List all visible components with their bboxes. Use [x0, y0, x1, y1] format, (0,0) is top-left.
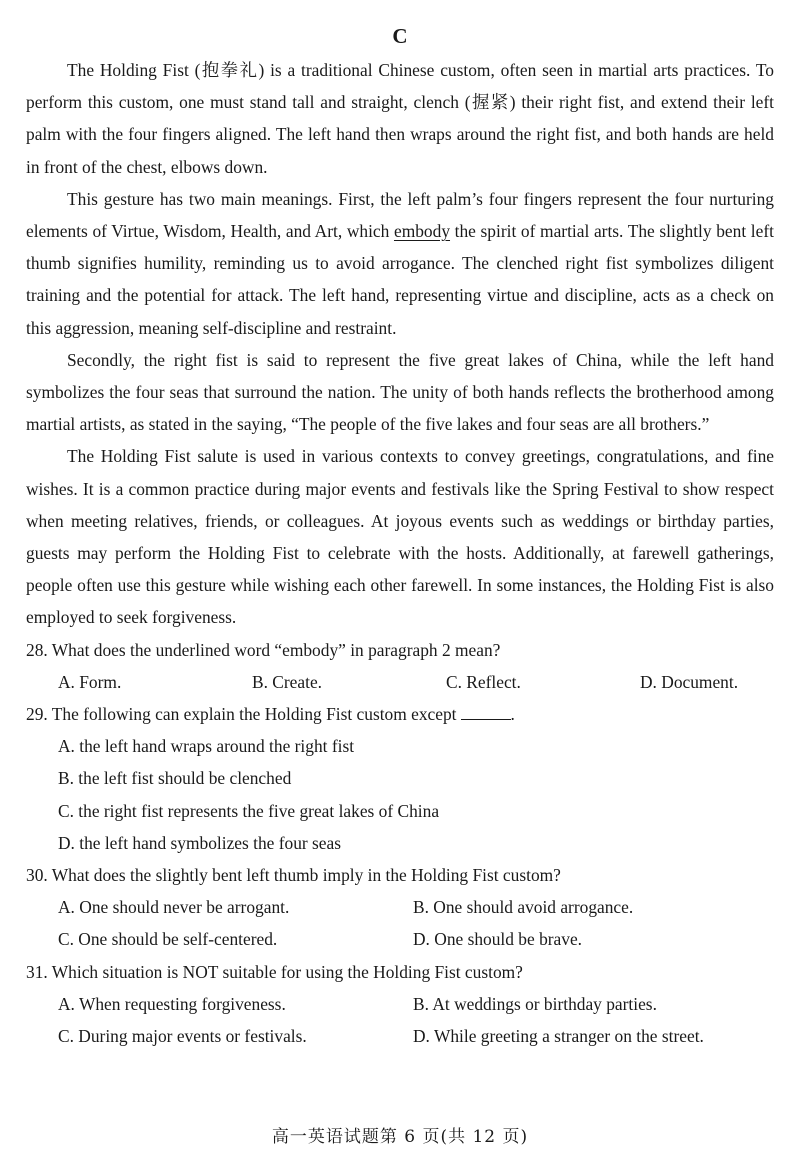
options-row	[26, 666, 774, 698]
option-d: D. the left hand symbolizes the four seas	[58, 832, 342, 853]
options-row	[26, 1020, 774, 1052]
question-30	[26, 859, 774, 956]
option-b: B. One should avoid arrogance.	[413, 897, 634, 918]
option-a: A. When requesting forgiveness.	[58, 993, 286, 1014]
paragraph-4: The Holding Fist salute is used in various contexts to convey greetings, congratulations, and fine wishes. It is a common practice during major events and festivals like the Spring Festival to show respect when meeting relatives, friends, or colleagues. At joyous events such as weddings or birthday parties, guests may perform the Holding Fist to celebrate with the hosts. Additionally, at farewell gatherings, people often use this gesture while wishing each other farewell. In some instances, the Holding Fist is also employed to seek forgiveness.	[26, 446, 774, 628]
question-stem: 30. What does the slightly bent left thumb imply in the Holding Fist custom?	[26, 865, 561, 886]
paragraph-1: The Holding Fist (抱拳礼) is a traditional Chinese custom, often seen in martial arts practices. To perform this custom, one must stand tall and straight, clench (握紧) their right fist, and extend their left palm with the four fingers aligned. The left hand then wraps around the right fist, and both hands are held in front of the chest, elbows down.	[26, 60, 774, 177]
option-a: A. Form.	[58, 671, 122, 692]
options-row	[26, 923, 774, 955]
reading-passage	[26, 54, 774, 634]
option-c: C. One should be self-centered.	[58, 929, 278, 950]
question-stem: 31. Which situation is NOT suitable for using the Holding Fist custom?	[26, 961, 523, 982]
paragraph-2-text-before: This gesture has two main meanings. First, the left palm’s four fingers represent the four nurturing elements of Virtue, Wisdom, Health, and Art, which	[26, 188, 774, 242]
paragraph-2-text-after: the spirit of martial arts. The slightly bent left thumb signifies humility, reminding us to avoid arrogance. The clenched right fist symbolizes diligent training and the potential for attack. The left hand, representing virtue and discipline, acts as a check on this aggression, meaning self-discipline and restraint.	[26, 221, 774, 338]
question-29	[26, 698, 774, 859]
page-footer: 高一英语试题第 6 页(共 12 页)	[271, 1127, 529, 1147]
option-d: D. While greeting a stranger on the street.	[413, 1026, 704, 1047]
option-c: C. During major events or festivals.	[58, 1026, 307, 1047]
option-b: B. the left fist should be clenched	[58, 768, 292, 789]
option-b: B. At weddings or birthday parties.	[413, 993, 657, 1014]
option-d: D. One should be brave.	[413, 929, 583, 950]
option-c: C. the right fist represents the five great lakes of China	[58, 800, 440, 821]
option-b: B. Create.	[252, 671, 323, 692]
question-stem-end: .	[510, 704, 515, 725]
option-c: C. Reflect.	[446, 671, 521, 692]
option-a: A. the left hand wraps around the right fist	[58, 736, 355, 757]
question-31	[26, 956, 774, 1053]
section-heading: C	[392, 24, 408, 48]
answer-blank	[461, 705, 511, 720]
options-row	[26, 891, 774, 923]
underlined-word: embody	[393, 221, 451, 242]
options-row	[26, 988, 774, 1020]
paragraph-3: Secondly, the right fist is said to represent the five great lakes of China, while the left hand symbolizes the four seas that surround the nation. The unity of both hands reflects the brotherhood among martial artists, as stated in the saying, “The people of the five lakes and four seas are all brothers.”	[26, 349, 774, 435]
paragraph-2	[26, 183, 774, 344]
option-d: D. Document.	[640, 671, 739, 692]
exam-page	[26, 22, 774, 1052]
question-stem	[26, 698, 774, 730]
option-a: A. One should never be arrogant.	[58, 897, 290, 918]
question-stem-text: 29. The following can explain the Holding Fist custom except	[26, 704, 457, 725]
question-stem: 28. What does the underlined word “embody” in paragraph 2 mean?	[26, 639, 501, 660]
question-28	[26, 634, 774, 698]
